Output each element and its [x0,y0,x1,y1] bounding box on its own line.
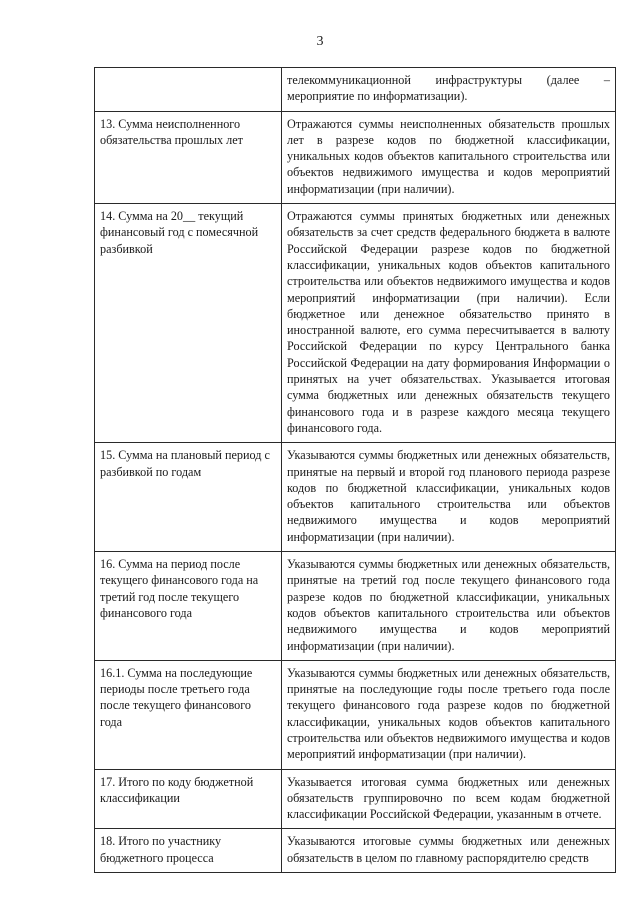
field-name-cell: 15. Сумма на плановый период с разбивкой по годам [95,443,282,552]
table-row [95,660,616,769]
field-name-cell: 18. Итого по участнику бюджетного процесса [95,829,282,873]
field-description-cell: Указываются суммы бюджетных или денежных обязательств, принятые на третий год после текущего финансового года разрезе кодов по бюджетной классификации, уникальных кодов объектов капитального строительства или объектов недвижимого имущества и кодов мероприятий информатизации (при наличии). [282,552,616,661]
table-row [95,204,616,443]
field-name-cell: 16.1. Сумма на последующие периоды после третьего года после текущего финансового года [95,660,282,769]
table-row [95,769,616,829]
field-description-cell: Отражаются суммы принятых бюджетных или денежных обязательств за счет средств федерального бюджета в валюте Российской Федерации разрезе кодов по бюджетной классификации, уникальных кодов объектов капитального строительства или объектов недвижимого имущества и кодов мероприятий информатизации (при наличии). Если бюджетное или денежное обязательство принято в иностранной валюте, его сумма пересчитывается в валюту Российской Федерации по курсу Центрального банка Российской Федерации на дату формирования Информации о принятых на учет обязательствах. Указывается итоговая сумма бюджетных или денежных обязательств текущего финансового года и в разрезе каждого месяца текущего финансового года. [282,204,616,443]
table-row [95,111,616,203]
field-name-cell [95,68,282,112]
field-description-cell: Указывается итоговая сумма бюджетных или денежных обязательств группировочно по всем кодам бюджетной классификации Российской Федерации, указанным в отчете. [282,769,616,829]
table-row [95,443,616,552]
table-row [95,829,616,873]
field-description-cell: Указываются суммы бюджетных или денежных обязательств, принятые на последующие годы после третьего года после текущего финансового года разрезе кодов по бюджетной классификации, уникальных кодов объектов капитального строительства или объектов недвижимого имущества и кодов мероприятий информатизации (при наличии). [282,660,616,769]
field-description-cell: Указываются суммы бюджетных или денежных обязательств, принятые на первый и второй год планового периода разрезе кодов по бюджетной классификации, уникальных кодов объектов капитального строительства или объектов недвижимого имущества и кодов мероприятий информатизации (при наличии). [282,443,616,552]
field-description-cell: Отражаются суммы неисполненных обязательств прошлых лет в разрезе кодов по бюджетной классификации, уникальных кодов объектов капитального строительства или объектов недвижимого имущества и кодов мероприятий информатизации (при наличии). [282,111,616,203]
description-table [94,67,616,873]
table-row [95,552,616,661]
field-name-cell: 14. Сумма на 20__ текущий финансовый год с помесячной разбивкой [95,204,282,443]
page-number: 3 [316,34,324,49]
field-description-cell: Указываются итоговые суммы бюджетных или денежных обязательств в целом по главному распорядителю средств [282,829,616,873]
field-description-cell: телекоммуникационной инфраструктуры (далее – мероприятие по информатизации). [282,68,616,112]
field-name-cell: 16. Сумма на период после текущего финансового года на третий год после текущего финансового года [95,552,282,661]
table-row [95,68,616,112]
field-name-cell: 17. Итого по коду бюджетной классификации [95,769,282,829]
field-name-cell: 13. Сумма неисполненного обязательства прошлых лет [95,111,282,203]
